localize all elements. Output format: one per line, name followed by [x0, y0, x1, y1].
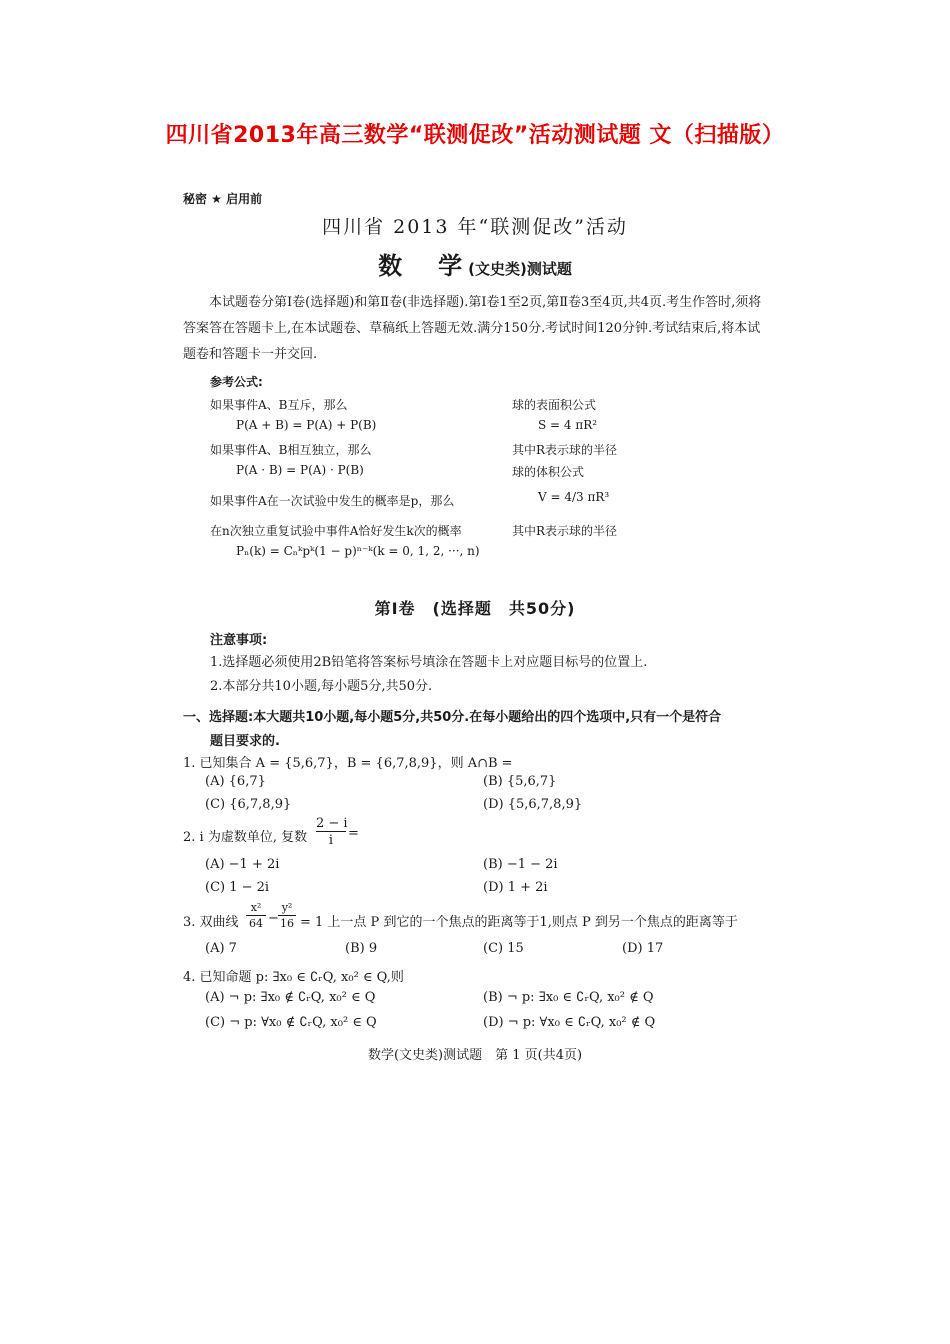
formula-left-line: P(A + B) = P(A) + P(B)	[236, 418, 377, 432]
formula-left-line: 如果事件A在一次试验中发生的概率是p，那么	[210, 494, 455, 508]
page-footer: 数学(文史类)测试题 第 1 页(共4页)	[367, 1048, 583, 1063]
part-one-instruction-cont: 题目要求的.	[210, 734, 280, 749]
question-option: (B) −1 − 2i	[483, 857, 558, 872]
formula-left-line: Pₙ(k) = Cₙᵏpᵏ(1 − p)ⁿ⁻ᵏ(k = 0, 1, 2, ···, n)	[236, 544, 480, 558]
question-option: (D) {5,6,7,8,9}	[483, 797, 583, 812]
question-option: (D) ¬ p: ∀x₀ ∈ ∁ᵣQ, x₀² ∉ Q	[483, 1015, 656, 1030]
question-option: (A) 7	[205, 941, 237, 956]
fraction-denominator: 16	[280, 917, 294, 930]
exam-instructions: 本试题卷分第Ⅰ卷(选择题)和第Ⅱ卷(非选择题).第Ⅰ卷1至2页,第Ⅱ卷3至4页,共4页.考生作答时,须将答案答在答题卡上,在本试题卷、草稿纸上答题无效.满分150分.考试时间120分钟.考试结束后,将本试题卷和答题卡一并交回.	[183, 295, 762, 362]
formula-left-line: 如果事件A、B互斥，那么	[210, 398, 348, 412]
formula-right-line: 球的体积公式	[512, 465, 585, 479]
secret-mark: 秘密 ★ 启用前	[183, 192, 263, 206]
exam-organizer-title: 四川省 2013 年“联测促改”活动	[322, 216, 628, 238]
question-option: (C) 1 − 2i	[205, 880, 270, 895]
fraction-numerator: y²	[278, 901, 296, 916]
question-stem-suffix: = 1 上一点 P 到它的一个焦点的距离等于1,则点 P 到另一个焦点的距离等于	[300, 915, 738, 930]
notes-heading: 注意事项:	[210, 633, 268, 648]
document-title: 四川省2013年高三数学“联测促改”活动测试题 文（扫描版）	[165, 123, 785, 148]
subject-category: (文史类)测试题	[468, 260, 572, 278]
question-option: (A) −1 + 2i	[205, 857, 280, 872]
fraction-numerator: 2 − i	[316, 816, 348, 831]
question-option: (B) 9	[345, 941, 378, 956]
minus-sign: −	[268, 911, 279, 926]
question-stem-prefix: 3. 双曲线	[183, 915, 239, 930]
question-option: (B) ¬ p: ∃x₀ ∈ ∁ᵣQ, x₀² ∉ Q	[483, 990, 654, 1005]
question-stem-prefix: 2. i 为虚数单位, 复数	[183, 830, 308, 845]
formula-right-line: V = 4/3 πR³	[538, 490, 610, 504]
subject-heading	[0, 246, 950, 281]
formula-right-line: 其中R表示球的半径	[512, 524, 618, 538]
formula-left-line: 在n次独立重复试验中事件A恰好发生k次的概率	[210, 524, 462, 538]
question-option: (C) ¬ p: ∀x₀ ∉ ∁ᵣQ, x₀² ∈ Q	[205, 1015, 377, 1030]
question-option: (A) ¬ p: ∃x₀ ∉ ∁ᵣQ, x₀² ∈ Q	[205, 990, 376, 1005]
section-title: 第Ⅰ卷 (选择题 共50分)	[374, 599, 576, 618]
formula-right-line: 球的表面积公式	[512, 398, 597, 412]
formula-left-line: P(A · B) = P(A) · P(B)	[236, 463, 364, 477]
subject-name: 数 学	[378, 252, 469, 280]
note-item: 1.选择题必须使用2B铅笔将答案标号填涂在答题卡上对应题目标号的位置上.	[210, 655, 648, 670]
formula-right-line: S = 4 πR²	[538, 418, 598, 432]
question-option: (D) 17	[622, 941, 664, 956]
formula-right-line: 其中R表示球的半径	[512, 443, 618, 457]
part-one-instruction: 一、选择题:本大题共10小题,每小题5分,共50分.在每小题给出的四个选项中,只有一个是符合	[183, 710, 722, 725]
question-stem: 1. 已知集合 A = {5,6,7}，B = {6,7,8,9}，则 A∩B =	[183, 756, 513, 771]
fraction-numerator: x²	[246, 901, 266, 916]
question-option: (C) {6,7,8,9}	[205, 797, 292, 812]
formulas-heading: 参考公式:	[210, 375, 263, 389]
fraction-denominator: 64	[249, 917, 263, 930]
question-stem-suffix: =	[348, 826, 359, 841]
formula-left-line: 如果事件A、B相互独立，那么	[210, 443, 372, 457]
fraction-denominator: i	[328, 833, 334, 848]
question-option: (C) 15	[483, 941, 524, 956]
question-stem: 4. 已知命题 p: ∃x₀ ∈ ∁ᵣQ, x₀² ∈ Q,则	[183, 970, 404, 985]
question-option: (D) 1 + 2i	[483, 880, 548, 895]
question-option: (B) {5,6,7}	[483, 774, 557, 789]
question-option: (A) {6,7}	[205, 774, 266, 789]
note-item: 2.本部分共10小题,每小题5分,共50分.	[210, 679, 433, 694]
